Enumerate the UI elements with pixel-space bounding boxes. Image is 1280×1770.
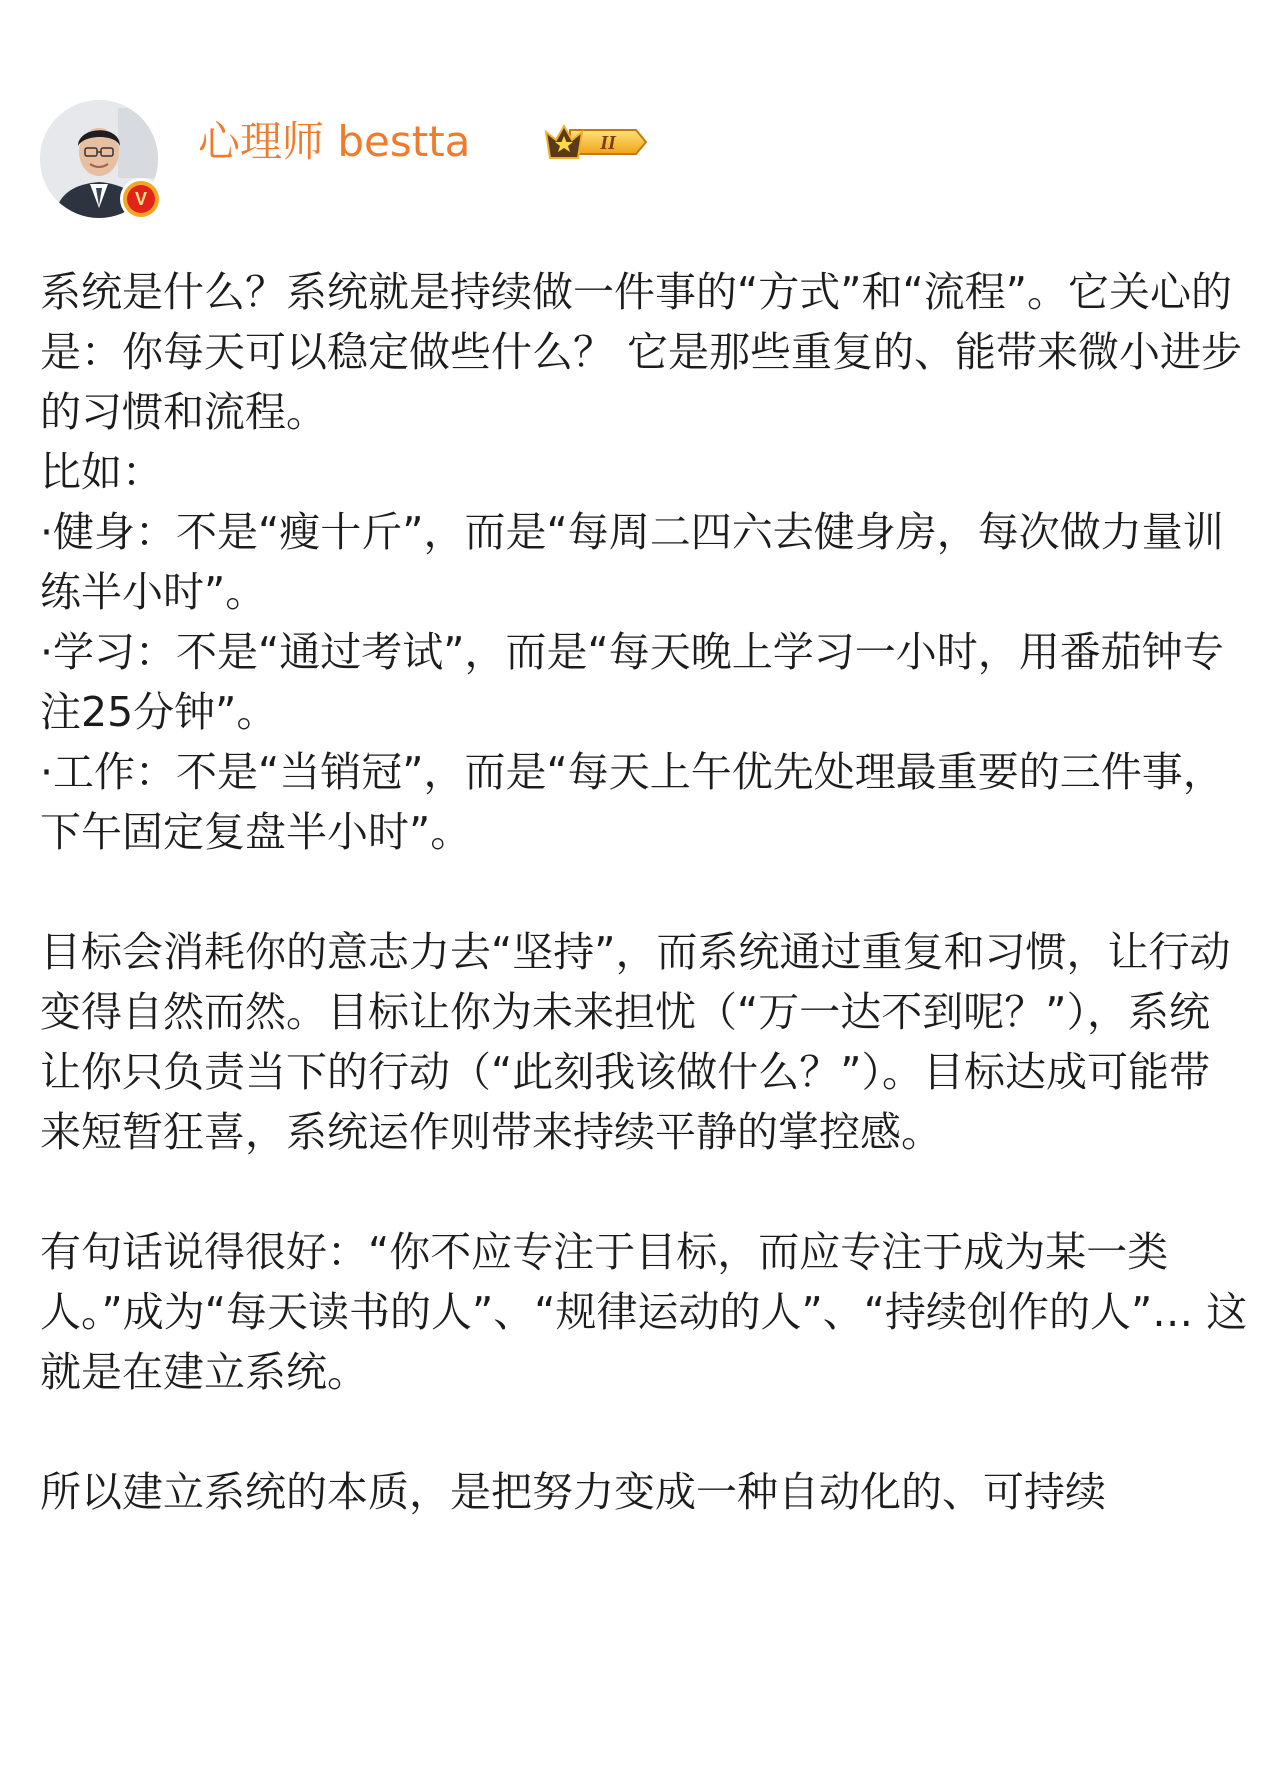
author-name[interactable]: 心理师 bestta	[198, 117, 471, 166]
paragraph-goal-vs-system: 目标会消耗你的意志力去“坚持”，而系统通过重复和习惯，让行动变得自然而然。目标让你为未来担忧（“万一达不到呢？”），系统让你只负责当下的行动（“此刻我该做什么？”）。目标达成可能带来短暂狂喜，系统运作则带来持续平静的掌控感。	[40, 928, 1231, 1156]
post-header	[40, 100, 1240, 220]
post-body	[40, 262, 1250, 1522]
list-item-fitness: ·健身：不是“瘦十斤”，而是“每周二四六去健身房，每次做力量训练半小时”。	[40, 508, 1224, 616]
verified-mark: V	[127, 185, 155, 213]
crown-level-badge-icon[interactable]	[542, 118, 652, 166]
verified-v-badge-icon	[120, 178, 162, 220]
paragraph-quote: 有句话说得很好：“你不应专注于目标，而应专注于成为某一类人。”成为“每天读书的人”、“规律运动的人”、“持续创作的人”… 这就是在建立系统。	[40, 1228, 1248, 1396]
paragraph-spacer	[40, 1162, 1250, 1222]
level-mark: II	[600, 132, 616, 154]
paragraph-spacer	[40, 1402, 1250, 1462]
list-item-study: ·学习：不是“通过考试”，而是“每天晚上学习一小时，用番茄钟专注25分钟”。	[40, 628, 1224, 736]
list-item-work: ·工作：不是“当销冠”，而是“每天上午优先处理最重要的三件事，下午固定复盘半小时”。	[40, 748, 1224, 856]
paragraph-spacer	[40, 862, 1250, 922]
author-avatar[interactable]	[40, 100, 160, 220]
paragraph-conclusion: 所以建立系统的本质，是把努力变成一种自动化的、可持续	[40, 1468, 1106, 1516]
paragraph-definition: 系统是什么？系统就是持续做一件事的“方式”和“流程”。它关心的是：你每天可以稳定做些什么？ 它是那些重复的、能带来微小进步的习惯和流程。	[40, 268, 1243, 436]
paragraph-example-intro: 比如：	[40, 448, 163, 496]
